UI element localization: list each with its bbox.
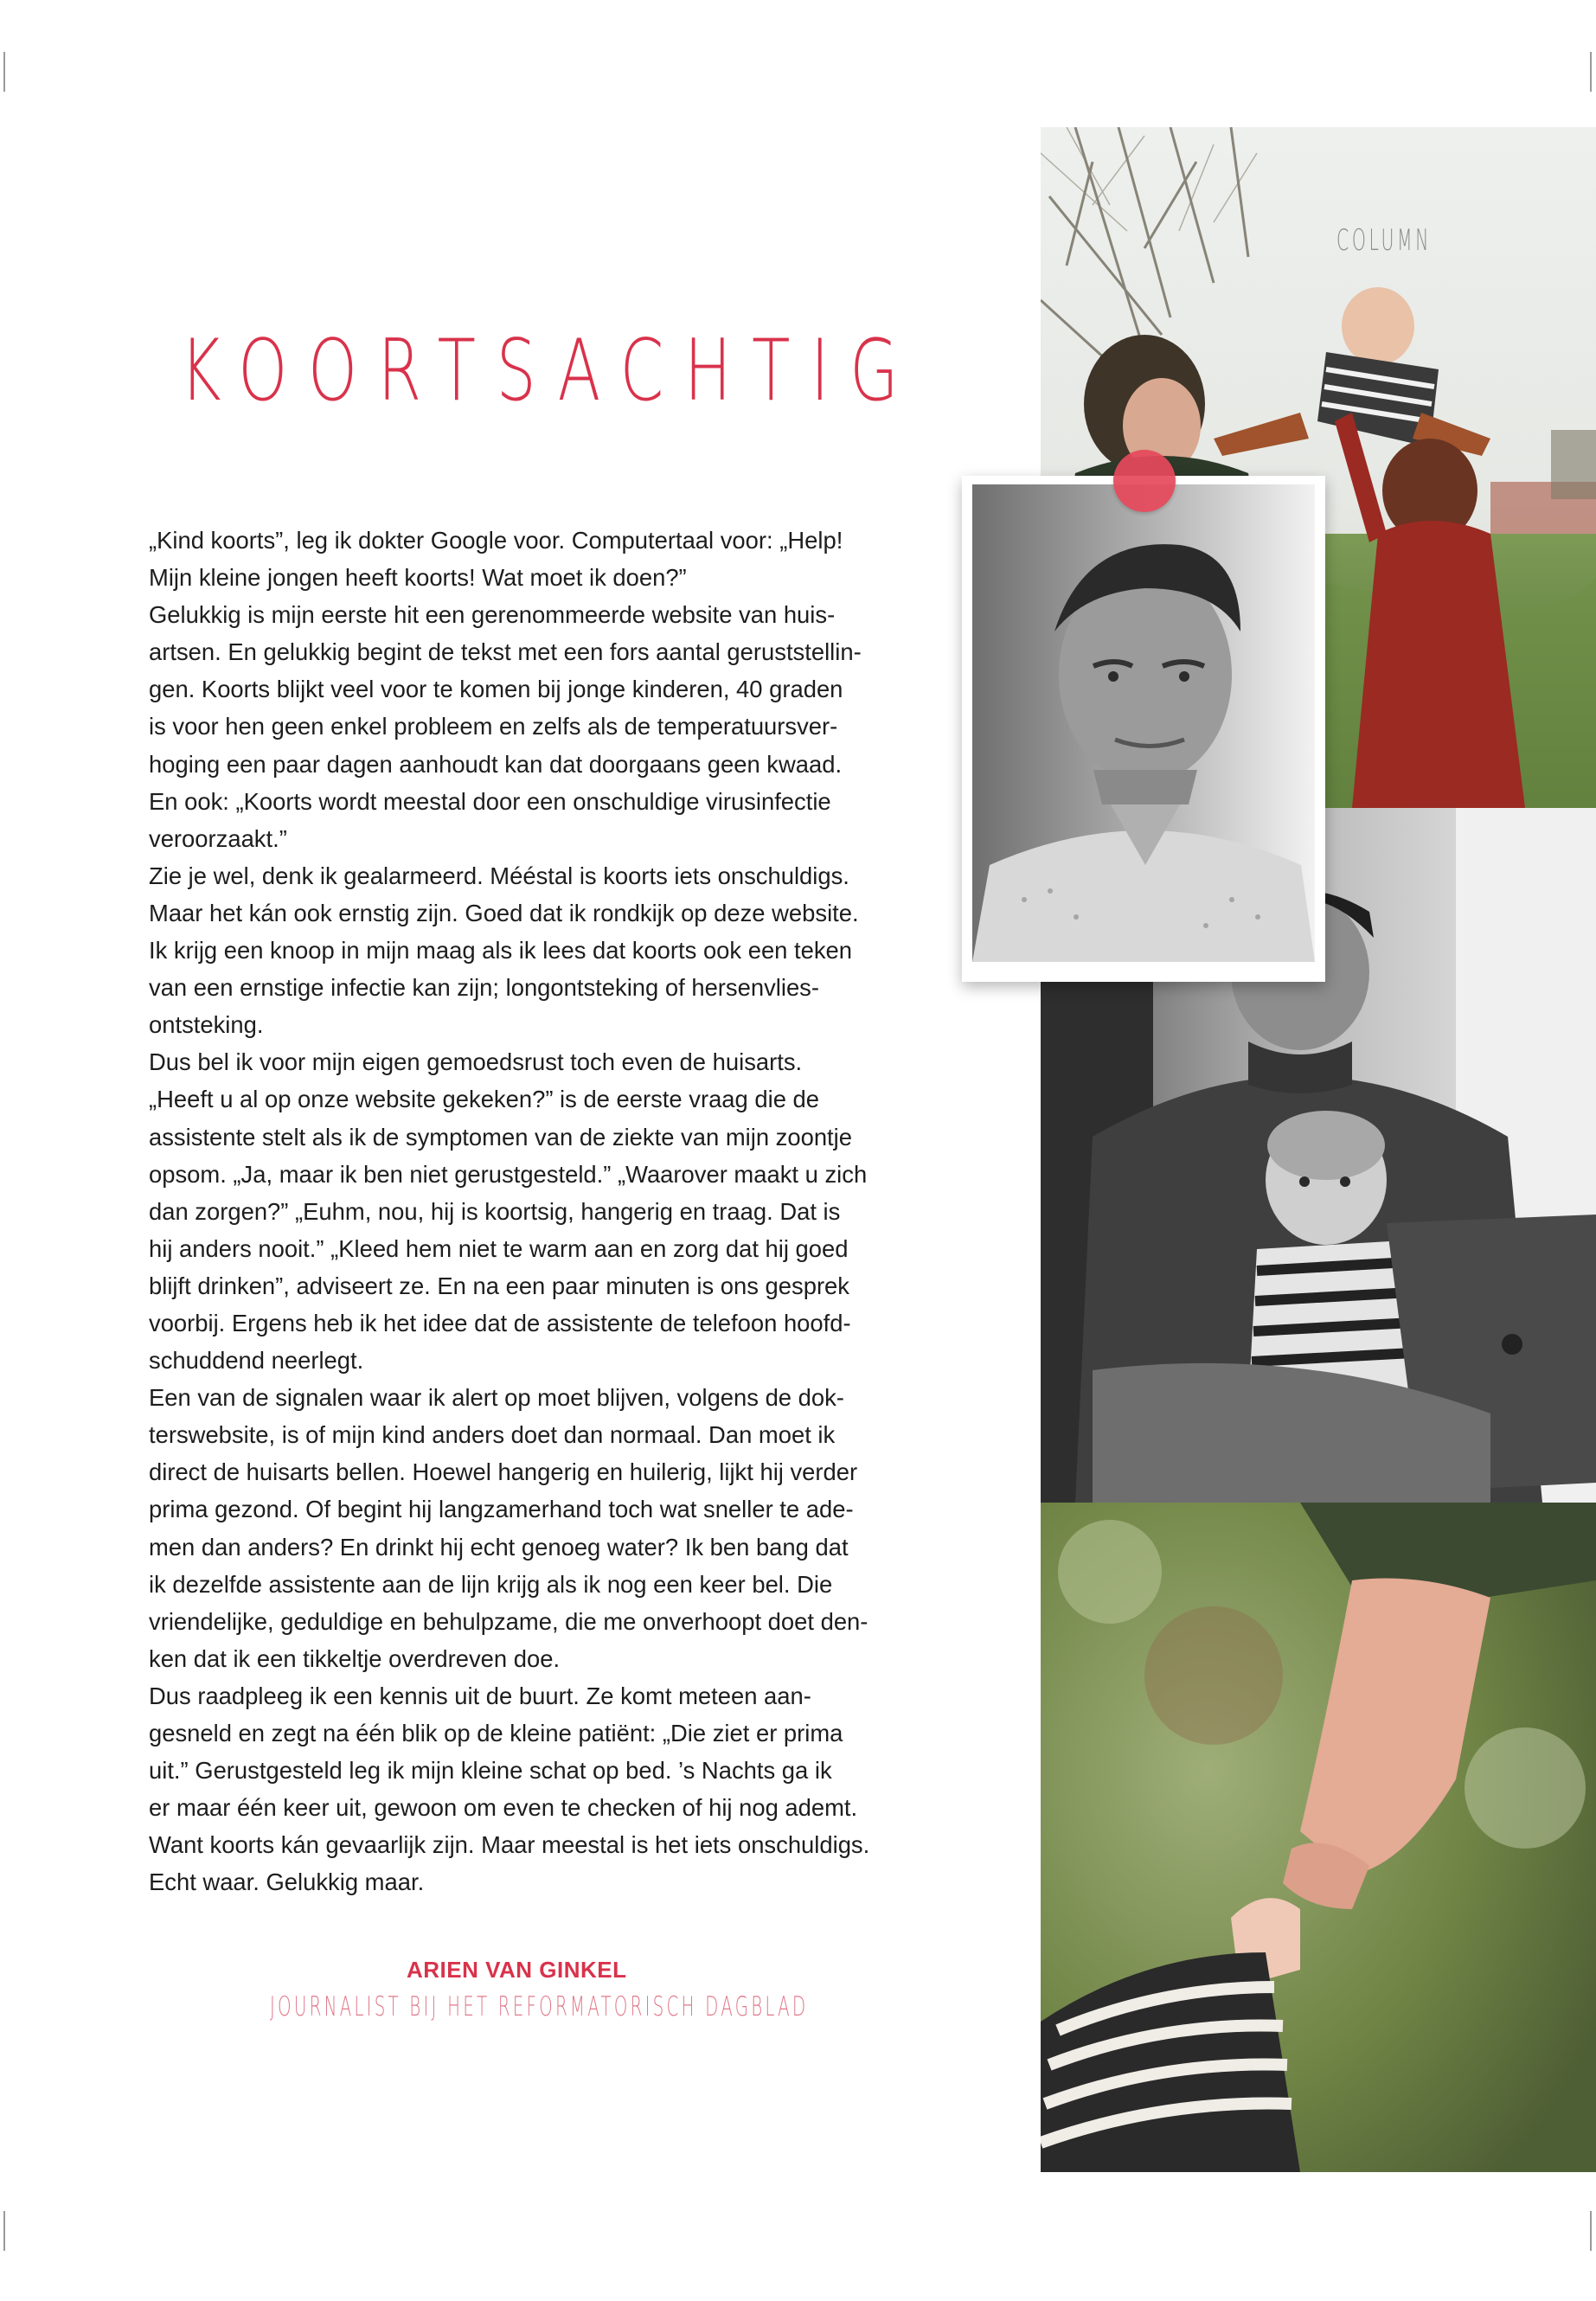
body-line: ik dezelfde assistente aan de lijn krijg als ik nog een keer bel. Die bbox=[149, 1570, 833, 1598]
body-line: prima gezond. Of begint hij langzamerhand toch wat sneller te ade- bbox=[149, 1496, 854, 1523]
holding-hands-photo bbox=[1041, 1503, 1596, 2172]
crop-mark-top-right bbox=[1590, 52, 1592, 92]
body-line: schuddend neerlegt. bbox=[149, 1347, 364, 1375]
body-line: van een ernstige infectie kan zijn; longontsteking of hersenvlies- bbox=[149, 974, 820, 1002]
body-line: ontsteking. bbox=[149, 1011, 264, 1039]
body-line: veroorzaakt.” bbox=[149, 824, 287, 852]
body-line: Ik krijg een knoop in mijn maag als ik lees dat koorts ook een teken bbox=[149, 937, 853, 965]
body-line: voorbij. Ergens heb ik het idee dat de assistente de telefoon hoofd- bbox=[149, 1309, 851, 1336]
body-line: Gelukkig is mijn eerste hit een gerenommeerde website van huis- bbox=[149, 601, 836, 629]
author-role: JOURNALIST BIJ HET REFORMATORISCH DAGBLAD bbox=[270, 1991, 809, 2022]
body-line: ken dat ik een tikkeltje overdreven doe. bbox=[149, 1644, 561, 1672]
body-line: Een van de signalen waar ik alert op moet blijven, volgens de dok- bbox=[149, 1384, 844, 1412]
body-line: En ook: „Koorts wordt meestal door een onschuldige virusinfectie bbox=[149, 787, 831, 815]
body-line: opsom. „Ja, maar ik ben niet gerustgesteld.” „Waarover maakt u zich bbox=[149, 1160, 868, 1188]
author-portrait-photo bbox=[972, 484, 1315, 962]
body-line: vriendelijke, geduldige en behulpzame, die me onverhoopt doet den- bbox=[149, 1607, 869, 1635]
author-name: ARIEN VAN GINKEL bbox=[407, 1957, 627, 1983]
body-line: direct de huisarts bellen. Hoewel hangerig en huilerig, lijkt hij verder bbox=[149, 1458, 858, 1486]
body-line: Mijn kleine jongen heeft koorts! Wat moet ik doen?” bbox=[149, 564, 687, 592]
body-line: blijft drinken”, adviseert ze. En na een paar minuten is ons gesprek bbox=[149, 1272, 849, 1299]
body-line: dan zorgen?” „Euhm, nou, hij is koortsig, hangerig en traag. Dat is bbox=[149, 1197, 841, 1225]
body-line: terswebsite, is of mijn kind anders doet dan normaal. Dan moet ik bbox=[149, 1421, 836, 1449]
body-line: er maar één keer uit, gewoon om even te checken of hij nog ademt. bbox=[149, 1794, 858, 1822]
author-portrait-frame bbox=[962, 476, 1325, 982]
article-body bbox=[149, 522, 927, 1900]
body-line: „Kind koorts”, leg ik dokter Google voor. Computertaal voor: „Help! bbox=[149, 527, 843, 554]
body-line: hij anders nooit.” „Kleed hem niet te warm aan en zorg dat hij goed bbox=[149, 1234, 849, 1262]
crop-mark-bottom-left bbox=[3, 2211, 5, 2251]
body-line: gesneld en zegt na één blik op de kleine patiënt: „Die ziet er prima bbox=[149, 1720, 843, 1747]
crop-mark-bottom-right bbox=[1590, 2211, 1592, 2251]
crop-mark-top-left bbox=[3, 52, 5, 92]
section-label: COLUMN bbox=[1336, 223, 1433, 258]
body-line: Zie je wel, denk ik gealarmeerd. Mééstal is koorts iets onschuldigs. bbox=[149, 862, 849, 889]
body-line: hoging een paar dagen aanhoudt kan dat doorgaans geen kwaad. bbox=[149, 750, 843, 778]
article-title: KOORTSACHTIG bbox=[180, 322, 920, 420]
body-line: Maar het kán ook ernstig zijn. Goed dat ik rondkijk op deze website. bbox=[149, 899, 859, 926]
red-pin-dot bbox=[1113, 450, 1176, 512]
body-line: „Heeft u al op onze website gekeken?” is de eerste vraag die de bbox=[149, 1086, 820, 1113]
body-line: Dus raadpleeg ik een kennis uit de buurt. Ze komt meteen aan- bbox=[149, 1682, 811, 1709]
body-line: Dus bel ik voor mijn eigen gemoedsrust toch even de huisarts. bbox=[149, 1048, 803, 1076]
body-line: Echt waar. Gelukkig maar. bbox=[149, 1868, 425, 1896]
body-line: uit.” Gerustgesteld leg ik mijn kleine schat op bed. ’s Nachts ga ik bbox=[149, 1757, 832, 1785]
body-line: men dan anders? En drinkt hij echt genoeg water? Ik ben bang dat bbox=[149, 1533, 849, 1561]
body-line: is voor hen geen enkel probleem en zelfs als de temperatuursver- bbox=[149, 713, 838, 740]
body-line: Want koorts kán gevaarlijk zijn. Maar meestal is het iets onschuldigs. bbox=[149, 1831, 870, 1859]
body-line: assistente stelt als ik de symptomen van de ziekte van mijn zoontje bbox=[149, 1123, 852, 1150]
body-line: gen. Koorts blijkt veel voor te komen bij jonge kinderen, 40 graden bbox=[149, 676, 843, 703]
body-line: artsen. En gelukkig begint de tekst met een fors aantal geruststellin- bbox=[149, 638, 862, 666]
